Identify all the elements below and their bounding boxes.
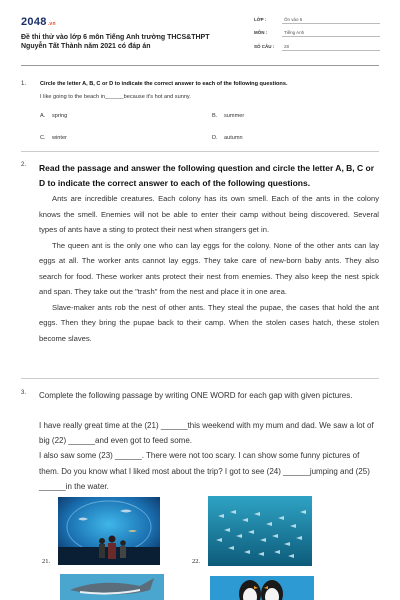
option-c[interactable]: C. winter [40, 135, 67, 141]
option-b[interactable]: B. summer [212, 113, 245, 119]
reading-passage [39, 191, 379, 346]
question-number: 3. [21, 390, 27, 396]
document-header [0, 0, 400, 62]
question-divider [21, 378, 379, 379]
passage-paragraph: The queen ant is the only one who can lay eggs for the colony. None of the other ants can lay eggs at all. The worker ants cannot lay eggs. They take care of new-born baby ants. They also search for food. These worker ants protect their nest from enemies. They also keep the nest spick and span. They take out the "trash" from the nest and place it in one area. [39, 240, 379, 296]
passage-paragraph: I have really great time at the (21) ______this weekend with my mum and dad. We saw a lot of big (22) ______and even got to feed some. [39, 421, 374, 446]
question-instruction: Read the passage and answer the following question and circle the letter A, B, C or D to indicate the correct answer to each of the following questions. [39, 163, 375, 188]
question-number: 2. [21, 162, 27, 168]
passage-paragraph: I also saw some (23) ______. There were not too scary. I can show some funny pictures of them. Do you know what I liked most about the trip? I got to see (24) ______jumping and (25) ______in the water. [39, 451, 370, 491]
option-d[interactable]: D. autumn [212, 135, 243, 141]
shark-picture [60, 574, 164, 600]
site-logo[interactable]: 2048.vn [21, 16, 56, 28]
question-instruction: Circle the letter A, B, C or D to indicate the correct answer to each of the following questions. [40, 81, 288, 87]
passage-paragraph: Slave-maker ants rob the nest of other ants. They steal the pupae, the cases that hold the ant eggs. Then they bring the pupae back to their camp. When the stolen cases hatch, these stolen become slaves. [39, 302, 379, 343]
meta-subject-row: MÔN : Tiếng Anh [254, 28, 380, 37]
option-a[interactable]: A. spring [40, 113, 68, 119]
document-title: Đề thi thử vào lớp 6 môn Tiếng Anh trường THCS&THPT Nguyễn Tất Thành năm 2021 có đáp án [21, 34, 210, 50]
fish-school-picture [208, 496, 312, 566]
cloze-passage [39, 418, 381, 494]
question-divider [21, 151, 379, 152]
question-sentence: I like going to the beach in______because it's hot and sunny. [40, 94, 191, 100]
picture-label: 21. [42, 558, 51, 565]
meta-class-row: LỚP : Ôn vào 6 [254, 15, 380, 24]
picture-label: 22. [192, 558, 201, 565]
question-instruction: Complete the following passage by writing ONE WORD for each gap with given pictures. [39, 391, 353, 400]
header-divider [21, 65, 379, 66]
question-number: 1. [21, 81, 27, 87]
penguins-picture [210, 576, 314, 600]
passage-paragraph: Ants are incredible creatures. Each colony has its own smell. Each of the ants in the colony knows the smell. Enemies will not be able to enter their camp without being discovered. Several types of ants have a sting to protect their nest when strangers get in. [39, 194, 379, 234]
meta-question-count-row: SỐ CÂU : 28 [254, 42, 380, 51]
aquarium-picture [58, 497, 160, 565]
